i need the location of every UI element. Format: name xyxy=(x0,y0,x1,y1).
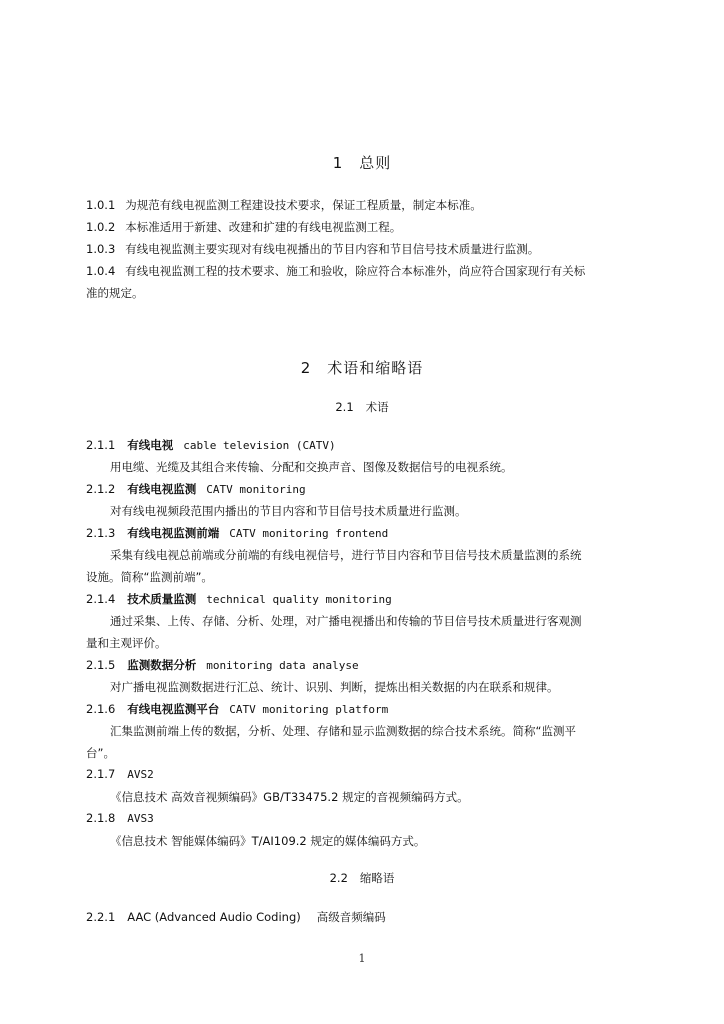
section-number: 2.1 xyxy=(335,400,354,414)
term-2-1-3 xyxy=(86,525,388,541)
term-en: cable television (CATV) xyxy=(183,439,336,452)
term-definition: 用电缆、光缆及其组合来传输、分配和交换声音、图像及数据信号的电视系统。 xyxy=(110,460,513,474)
chapter-number: 1 xyxy=(332,154,344,172)
chapter-1-heading xyxy=(0,152,724,173)
term-number: 2.1.1 xyxy=(86,438,116,452)
term-en: AVS2 xyxy=(127,768,154,781)
chapter-number: 2 xyxy=(300,359,312,377)
section-title: 缩略语 xyxy=(359,871,395,885)
term-definition: 《信息技术 高效音视频编码》GB/T33475.2 规定的音视频编码方式。 xyxy=(110,790,469,804)
chapter-title: 术语和缩略语 xyxy=(327,359,424,377)
section-number: 2.2 xyxy=(329,871,348,885)
clause-number: 1.0.2 xyxy=(86,220,116,234)
term-en: technical quality monitoring xyxy=(206,593,392,606)
term-number: 2.1.8 xyxy=(86,811,116,825)
abbr-en: AAC (Advanced Audio Coding) xyxy=(127,910,301,924)
term-2-1-5 xyxy=(86,657,359,673)
abbr-zh: 高级音频编码 xyxy=(316,910,386,924)
clause-number: 1.0.1 xyxy=(86,198,116,212)
term-definition-cont: 设施。简称“监测前端”。 xyxy=(86,570,213,584)
clause-1-0-2 xyxy=(86,219,401,235)
clause-text: 为规范有线电视监测工程建设技术要求，保证工程质量，制定本标准。 xyxy=(125,198,482,212)
term-definition: 《信息技术 智能媒体编码》T/AI109.2 规定的媒体编码方式。 xyxy=(110,834,426,848)
section-2-2-heading xyxy=(0,870,724,886)
term-number: 2.1.5 xyxy=(86,658,116,672)
term-definition: 汇集监测前端上传的数据，分析、处理、存储和显示监测数据的综合技术系统。简称“监测平 xyxy=(110,724,576,738)
term-definition: 通过采集、上传、存储、分析、处理，对广播电视播出和传输的节目信号技术质量进行客观测 xyxy=(110,614,582,628)
term-en: monitoring data analyse xyxy=(206,659,359,672)
term-en: CATV monitoring frontend xyxy=(229,527,389,540)
clause-text: 本标准适用于新建、改建和扩建的有线电视监测工程。 xyxy=(125,220,402,234)
chapter-title: 总则 xyxy=(359,154,392,172)
term-2-1-4 xyxy=(86,591,392,607)
term-number: 2.1.6 xyxy=(86,702,116,716)
clause-1-0-4-cont: 准的规定。 xyxy=(86,286,144,300)
term-number: 2.1.2 xyxy=(86,482,116,496)
clause-text: 有线电视监测主要实现对有线电视播出的节目内容和节目信号技术质量进行监测。 xyxy=(125,242,540,256)
term-2-1-6 xyxy=(86,701,388,717)
term-2-1-8 xyxy=(86,811,154,825)
term-2-1-2 xyxy=(86,481,306,497)
term-zh: 监测数据分析 xyxy=(127,658,197,672)
term-en: CATV monitoring platform xyxy=(229,703,389,716)
abbr-number: 2.2.1 xyxy=(86,910,116,924)
term-number: 2.1.3 xyxy=(86,526,116,540)
term-zh: 有线电视监测 xyxy=(127,482,197,496)
term-en: CATV monitoring xyxy=(206,483,306,496)
term-2-1-1 xyxy=(86,437,336,453)
page-number: 1 xyxy=(358,952,366,965)
chapter-2-heading xyxy=(0,357,724,378)
term-definition: 采集有线电视总前端或分前端的有线电视信号，进行节目内容和节目信号技术质量监测的系统 xyxy=(110,548,582,562)
term-zh: 有线电视监测前端 xyxy=(127,526,220,540)
term-number: 2.1.7 xyxy=(86,767,116,781)
term-definition: 对有线电视频段范围内播出的节目内容和节目信号技术质量进行监测。 xyxy=(110,504,467,518)
clause-number: 1.0.4 xyxy=(86,264,116,278)
clause-number: 1.0.3 xyxy=(86,242,116,256)
section-title: 术语 xyxy=(365,400,389,414)
term-definition: 对广播电视监测数据进行汇总、统计、识别、判断，提炼出相关数据的内在联系和规律。 xyxy=(110,680,559,694)
clause-1-0-1 xyxy=(86,197,482,213)
clause-text: 有线电视监测工程的技术要求、施工和验收，除应符合本标准外，尚应符合国家现行有关标 xyxy=(125,264,586,278)
clause-1-0-4 xyxy=(86,263,585,279)
term-zh: 技术质量监测 xyxy=(127,592,197,606)
term-zh: 有线电视监测平台 xyxy=(127,702,220,716)
term-definition-cont: 量和主观评价。 xyxy=(86,636,167,650)
term-definition-cont: 台”。 xyxy=(86,746,115,760)
term-en: AVS3 xyxy=(127,812,154,825)
abbr-2-2-1 xyxy=(86,909,386,925)
term-2-1-7 xyxy=(86,767,154,781)
term-number: 2.1.4 xyxy=(86,592,116,606)
clause-1-0-3 xyxy=(86,241,539,257)
term-zh: 有线电视 xyxy=(127,438,174,452)
section-2-1-heading xyxy=(0,399,724,415)
